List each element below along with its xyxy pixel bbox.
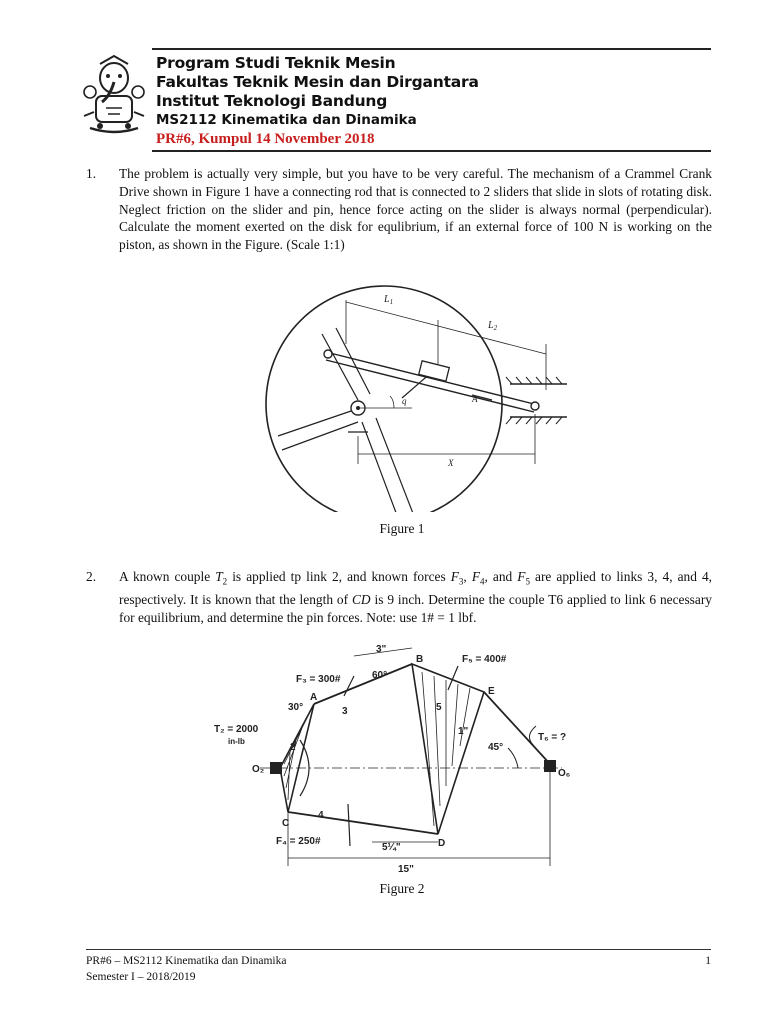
footer-semester: Semester I – 2018/2019	[86, 971, 196, 983]
figure-2-label-t2-unit: in-lb	[228, 737, 245, 746]
figure-2-label-t6: T₆ = ?	[538, 732, 567, 743]
figure-2-label-dim1: 1"	[458, 726, 469, 737]
figure-2-label-f3: F₃ = 300#	[296, 674, 341, 685]
footer-rule	[86, 949, 711, 950]
document-header	[156, 54, 479, 149]
figure-2-label-ang30: 30°	[288, 702, 304, 713]
page-number: 1	[705, 955, 711, 967]
figure-2-label-d: D	[438, 838, 446, 849]
figure-2-label-link4: 4	[318, 810, 324, 821]
problem-2	[86, 568, 712, 628]
figure-2-label-c: C	[282, 818, 290, 829]
itb-ganesha-logo	[80, 52, 148, 136]
figure-2-caption: Figure 2	[379, 881, 425, 896]
figure-1-label-l1: $L_1$	[384, 294, 394, 306]
header-program: Program Studi Teknik Mesin	[156, 54, 396, 72]
figure-2-label-ang60: 60°	[372, 670, 388, 681]
figure-2-label-link2: 2	[290, 742, 296, 753]
figure-1-label-x: X	[448, 458, 454, 468]
header-faculty: Fakultas Teknik Mesin dan Dirgantara	[156, 73, 479, 91]
figure-2-label-t2: T₂ = 2000	[214, 724, 259, 735]
footer-course: PR#6 – MS2112 Kinematika dan Dinamika	[86, 955, 287, 967]
figure-2-label-o6: O₆	[558, 768, 571, 779]
figure-2-label-ang45: 45°	[488, 742, 504, 753]
figure-2-label-dim5: 5¼"	[382, 842, 401, 853]
figure-2-label-dim3: 3"	[376, 644, 387, 655]
figure-2-label-e: E	[488, 686, 495, 697]
problem-2-text: A known couple $T_2$ is applied tp link 2, and known forces $F_3$, $F_4$, and $F_5$ are applied to links 3, 4, and 4, respectively. It is known that the length of CD is 9 inch. Determine the couple T6 applied to link 6 necessary for equilibrium, and determine the pin forces. Note: use 1# = 1 lbf.	[119, 569, 713, 626]
header-rule-top	[152, 48, 711, 50]
problem-1-number: 1.	[86, 166, 97, 181]
figure-2-label-a: A	[310, 692, 318, 703]
figure-2-linkage	[172, 636, 576, 876]
figure-2-label-link5: 5	[436, 702, 442, 713]
footer-info	[86, 953, 287, 985]
figure-2-label-link3: 3	[342, 706, 348, 717]
problem-1-text: The problem is actually very simple, but you have to be very careful. The mechanism of a Crammel Crank Drive shown in Figure 1 have a connecting rod that is connected to 2 sliders that slide in slots of rotating disk. Neglect friction on the slider and pin, hence force acting on the slider is always normal (perpendicular). Calculate the moment exerted on the disk for equlibrium, if an external force of 100 N is working on the piston, as shown in the Figure. (Scale 1:1)	[119, 166, 712, 253]
figure-2-label-f5: F₅ = 400#	[462, 654, 507, 665]
problem-1	[86, 165, 712, 275]
figure-2-label-b: B	[416, 654, 424, 665]
header-institute: Institut Teknologi Bandung	[156, 92, 388, 110]
header-course: MS2112 Kinematika dan Dinamika	[156, 112, 417, 128]
figure-1-label-a: A	[472, 394, 478, 404]
figure-1-caption: Figure 1	[379, 521, 425, 536]
header-assignment: PR#6, Kumpul 14 November 2018	[156, 131, 375, 147]
figure-1-label-q: q	[402, 396, 407, 406]
figure-2-label-f4: F₄ = 250#	[276, 836, 321, 847]
header-rule-bottom	[152, 150, 711, 152]
problem-2-number: 2.	[86, 569, 97, 584]
figure-2-label-o2: O₂	[252, 764, 265, 775]
figure-1-label-l2: $L_2$	[488, 320, 498, 332]
figure-2-label-dim15: 15"	[398, 864, 414, 875]
figure-1-crank-drive	[262, 282, 572, 512]
